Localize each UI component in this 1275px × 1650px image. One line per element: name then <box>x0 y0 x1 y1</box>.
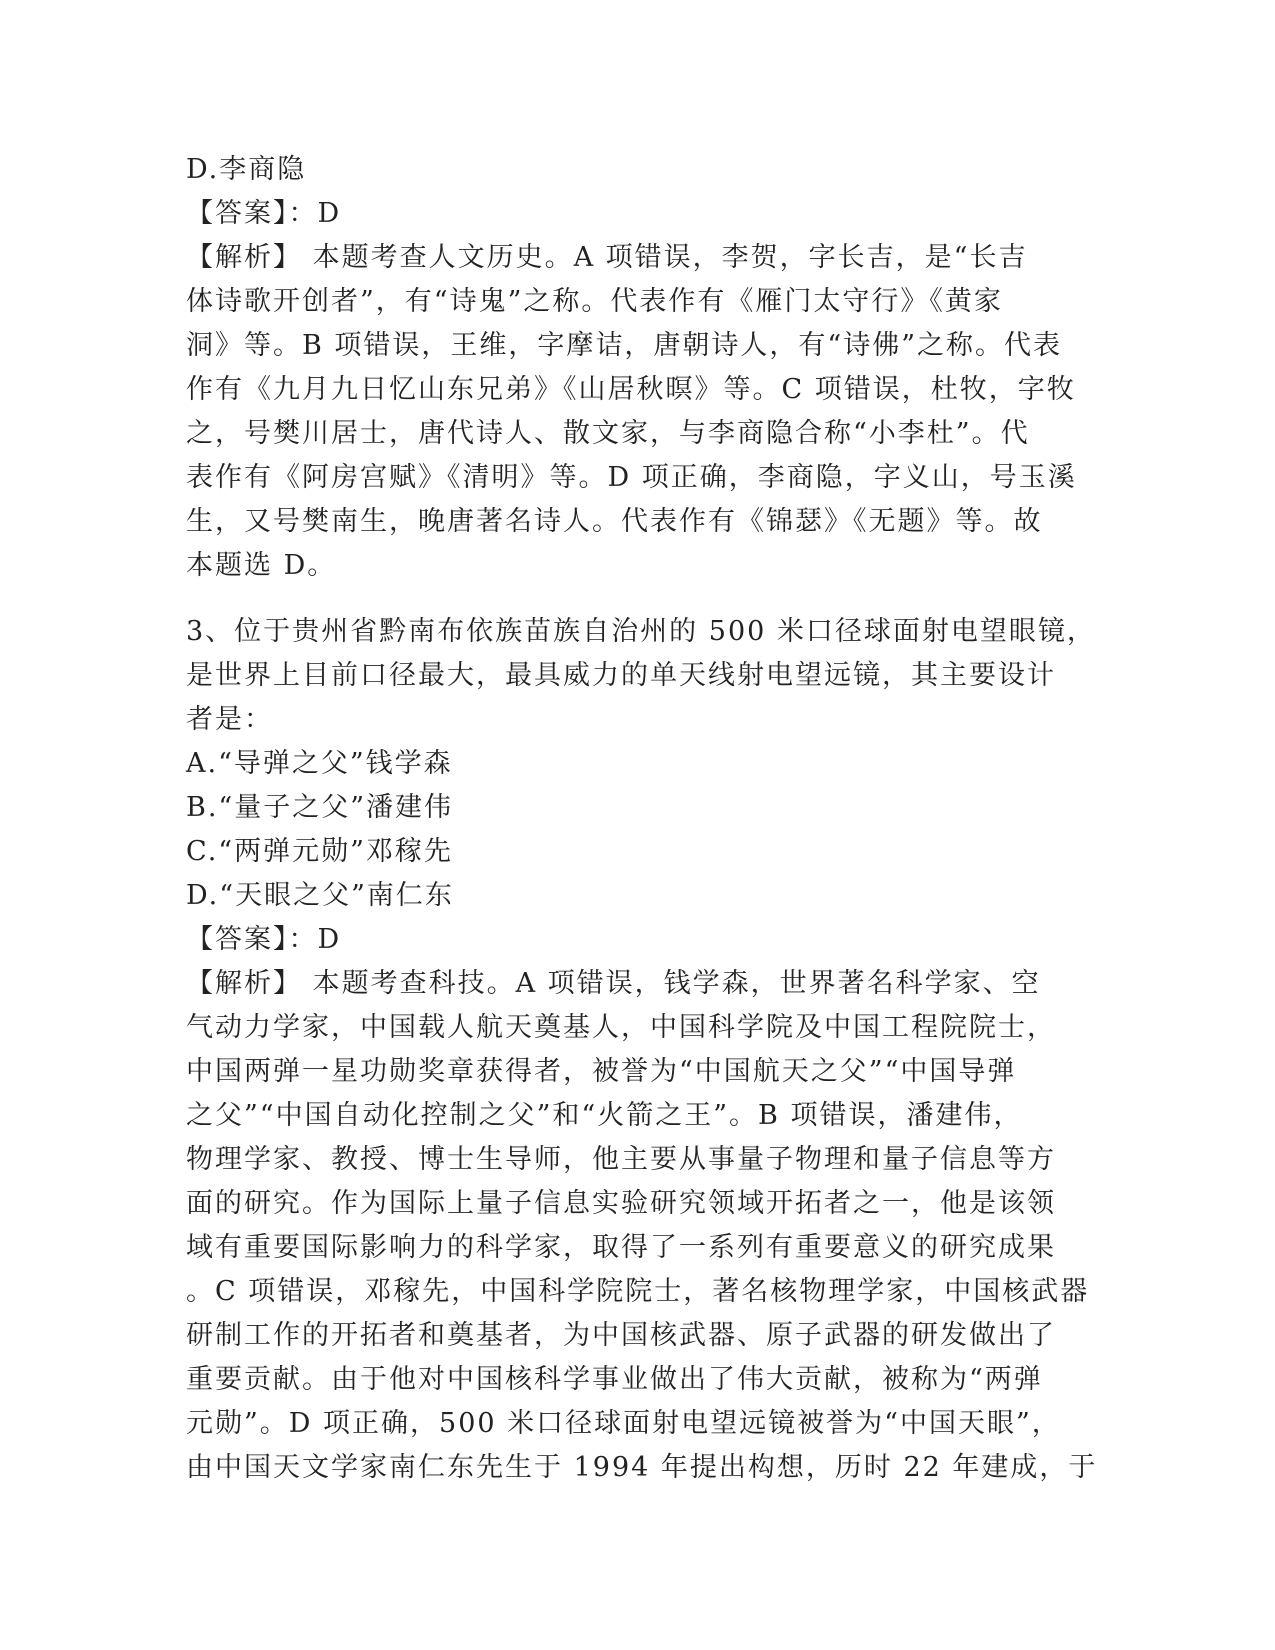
q2-answer: 【答案】：D <box>186 198 342 229</box>
q3-analysis-line: 【解析】 本题考查科技。A 项错误，钱学森，世界著名科学家、空 <box>186 968 1041 999</box>
q3-option-d: D.“天眼之父”南仁东 <box>186 880 454 911</box>
q3-analysis-line: 物理学家、教授、博士生导师，他主要从事量子物理和量子信息等方 <box>186 1144 1056 1175</box>
q3-analysis-line: 。C 项错误，邓稼先，中国科学院院士，著名核物理学家，中国核武器 <box>186 1276 1090 1307</box>
q3-answer: 【答案】：D <box>186 924 342 955</box>
q3-analysis-line: 面的研究。作为国际上量子信息实验研究领域开拓者之一，他是该领 <box>186 1188 1056 1219</box>
q3-analysis-line: 之父”“中国自动化控制之父”和“火箭之王”。B 项错误，潘建伟， <box>186 1100 1023 1131</box>
q3-analysis-line: 元勋”。D 项正确，500 米口径球面射电望远镜被誉为“中国天眼”， <box>186 1408 1061 1439</box>
section-gap <box>186 588 1086 610</box>
q2-analysis-line: 之，号樊川居士，唐代诗人、散文家，与李商隐合称“小李杜”。代 <box>186 418 1030 449</box>
q2-analysis-line: 生，又号樊南生，晚唐著名诗人。代表作有《锦瑟》《无题》等。故 <box>186 506 1043 537</box>
q3-analysis-line: 重要贡献。由于他对中国核科学事业做出了伟大贡献，被称为“两弹 <box>186 1364 1043 1395</box>
q3-question-line: 是世界上目前口径最大，最具威力的单天线射电望远镜，其主要设计 <box>186 660 1056 691</box>
page-content <box>186 148 1098 1490</box>
q3-analysis-line: 研制工作的开拓者和奠基者，为中国核武器、原子武器的研发做出了 <box>186 1320 1056 1351</box>
q3-analysis-line: 中国两弹一星功勋奖章获得者，被誉为“中国航天之父”“中国导弹 <box>186 1056 1017 1087</box>
q2-option-d: D.李商隐 <box>186 154 307 185</box>
q2-analysis-line: 【解析】 本题考查人文历史。A 项错误，李贺，字长吉，是“长吉 <box>186 242 1028 273</box>
q3-analysis-line: 气动力学家，中国载人航天奠基人，中国科学院及中国工程院院士， <box>186 1012 1056 1043</box>
q2-analysis-line: 体诗歌开创者”，有“诗鬼”之称。代表作有《雁门太守行》《黄家 <box>186 286 1003 317</box>
q2-analysis-line: 作有《九月九日忆山东兄弟》《山居秋暝》等。C 项错误，杜牧，字牧 <box>186 374 1076 405</box>
q2-analysis-line: 本题选 D。 <box>186 550 337 581</box>
q3-question-line: 者是： <box>186 704 273 735</box>
q3-question-line: 3、位于贵州省黔南布依族苗族自治州的 500 米口径球面射电望眼镜， <box>186 616 1096 647</box>
q3-option-c: C.“两弹元勋”邓稼先 <box>186 836 453 867</box>
q3-option-b: B.“量子之父”潘建伟 <box>186 792 454 823</box>
q2-analysis-line: 洞》等。B 项错误，王维，字摩诘，唐朝诗人，有“诗佛”之称。代表 <box>186 330 1063 361</box>
q3-option-a: A.“导弹之父”钱学森 <box>186 748 453 779</box>
q2-analysis-line: 表作有《阿房宫赋》《清明》等。D 项正确，李商隐，字义山，号玉溪 <box>186 462 1077 493</box>
q3-analysis-line: 域有重要国际影响力的科学家，取得了一系列有重要意义的研究成果 <box>186 1232 1056 1263</box>
q3-analysis-line: 由中国天文学家南仁东先生于 1994 年提出构想，历时 22 年建成，于 <box>186 1452 1098 1483</box>
